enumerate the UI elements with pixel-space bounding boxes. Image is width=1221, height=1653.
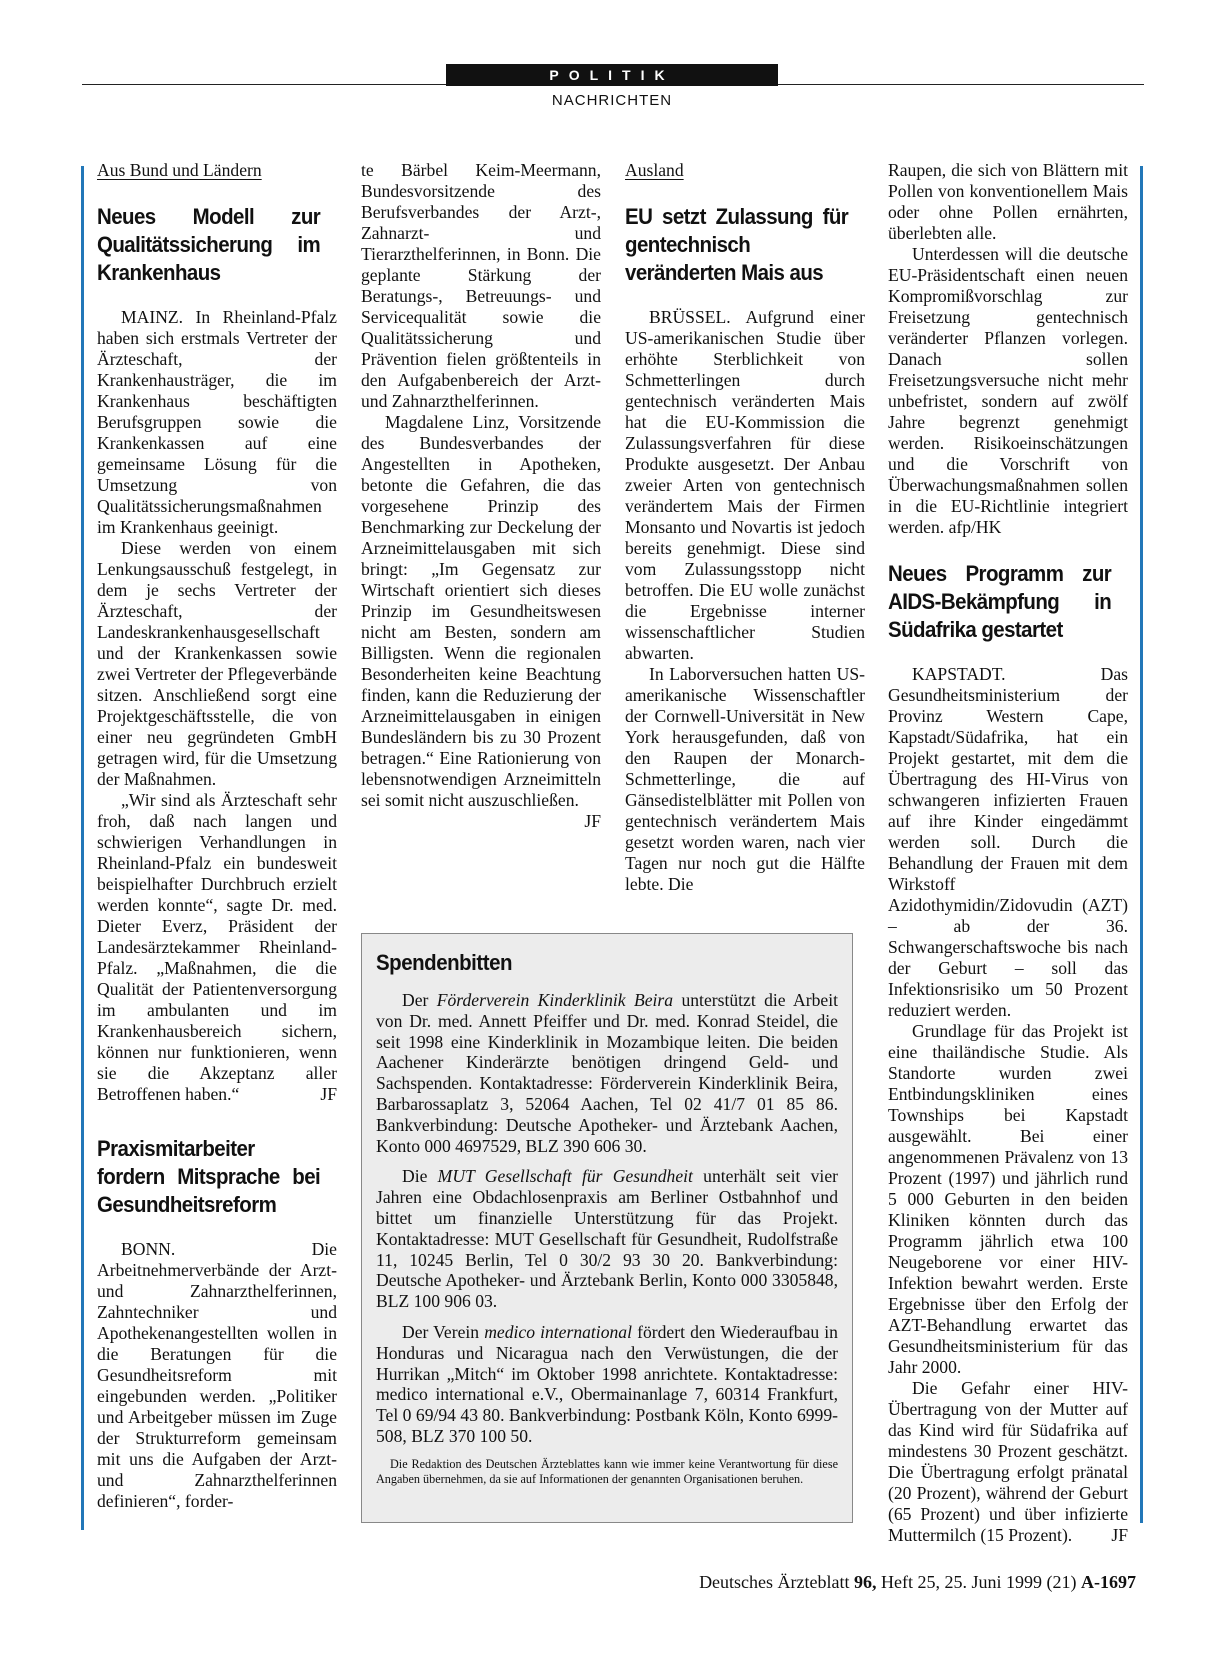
subsection-label: NACHRICHTEN (551, 92, 673, 109)
article-paragraph: KAPSTADT. Das Gesundheitsministerium der Provinz Western Cape, Kapstadt/Südafrika, hat ein Projekt gestartet, mit dem die Übertragung des HI-Virus von schwangeren infizierten Frauen auf ihre Kinder eingedämmt werden soll. Durch die Behandlung der Frauen mit dem Wirkstoff Azidothymidin/Zidovudin (AZT) – ab der 36. Schwangerschaftswoche bis nach der Geburt – soll das Infektionsrisiko um 50 Prozent reduziert werden. (888, 664, 1128, 1020)
footer-issue: Heft 25, 25. Juni 1999 (21) (876, 1572, 1081, 1592)
rubric-abroad: Ausland (625, 160, 684, 180)
signature: JF (584, 811, 601, 831)
article-paragraph: BONN. Die Arbeitnehmerverbände der Arzt- und Zahnarzthelferinnen, Zahntechniker und Apothekenangestellten wollen in die Beratungen für die Gesundheitsreform mit eingebunden werden. „Politiker und Arbeitgeber müssen im Zuge der Strukturreform gemeinsam mit uns die Aufgaben der Arzt- und Zahnarzthelferinnen definieren“, forder- (97, 1239, 337, 1511)
org-name: Förderverein Kinderklinik Beira (436, 990, 674, 1010)
footer-page-number: A-1697 (1081, 1572, 1136, 1592)
article-text: „Wir sind als Ärzteschaft sehr froh, daß nach langen und schwierigen Verhandlungen in Rheinland-Pfalz ein bundesweit beispielhafter Durchbruch erzielt werden konnte“, sagte Dr. med. Dieter Everz, Präsident der Landesärztekammer Rheinland-Pfalz. „Maßnahmen, die die Qualität der Patientenversorgung im ambulanten und im Krankenhausbereich sichern, können nur funktionieren, wenn sie die Akzeptanz aller Betroffenen haben.“ (97, 790, 337, 1104)
headline-practice-staff: Praxismitarbeiter fordern Mitsprache bei Gesundheitsreform (97, 1136, 321, 1217)
box-title: Spendenbitten (376, 950, 513, 975)
column-3 (625, 160, 865, 895)
column-4 (888, 160, 1128, 1546)
org-name: medico international (484, 1321, 632, 1342)
footer-volume: 96, (854, 1572, 877, 1592)
headline-quality: Neues Modell zur Qualitätssicherung im Krankenhaus (97, 204, 321, 285)
article-text: Die Gefahr einer HIV-Übertragung von der Mutter auf das Kind wird für Südafrika auf mindestens 30 Prozent geschätzt. Die Übertragung erfolgt pränatal (20 Prozent), während der Geburt (65 Prozent) und über infizierte Muttermilch (15 Prozent). (888, 1378, 1128, 1545)
article-paragraph: Diese werden von einem Lenkungsausschuß festgelegt, in dem je sechs Vertreter der Ärzteschaft, der Landeskrankenhausgesellschaft und der Krankenkassen sowie zwei Vertreter der Pflegeverbände sitzen. Anschließend sorgt eine Projektgeschäftsstelle, die von einer neu gegründeten GmbH getragen wird, für die Umsetzung der Maßnahmen. (97, 538, 337, 789)
box-disclaimer: Die Redaktion des Deutschen Ärzteblattes kann wie immer keine Verantwortung für diese Angaben übernehmen, da sie auf Informationen der genannten Organisationen beruhen. (376, 1456, 838, 1486)
article-paragraph: Unterdessen will die deutsche EU-Präsidentschaft einen neuen Kompromißvorschlag zur Freisetzung gentechnisch veränderter Pflanzen vorlegen. Danach sollen Freisetzungsversuche nicht mehr unbefristet, sondern auf zwölf Jahre begrenzt genehmigt werden. Risikoeinschätzungen und die Vorschrift von Überwachungsmaßnahmen sollen in die EU-Richtlinie integriert werden. afp/HK (888, 244, 1128, 537)
headline-eu-maize: EU setzt Zulassung für gentechnisch veränderten Mais aus (625, 204, 849, 285)
article-paragraph: Grundlage für das Projekt ist eine thailändische Studie. Als Standorte wurden zwei Entbindungskliniken eines Townships bei Kapstadt ausgewählt. Bei einer angenommenen Prävalenz von 13 Prozent (1997) und jährlich rund 5 000 Geburten in den beiden Kliniken könnten durch das Programm jährlich etwa 100 Neugeborene vor einer HIV-Infektion bewahrt werden. Erste Ergebnisse über den Erfolg der AZT-Behandlung erwartet das Gesundheitsministerium für das Jahr 2000. (888, 1021, 1128, 1377)
article-paragraph: Raupen, die sich von Blättern mit Pollen von konventionellem Mais oder ohne Pollen ernährten, überlebten alle. (888, 160, 1128, 243)
org-name: MUT Gesellschaft für Gesundheit (437, 1166, 693, 1187)
article-paragraph: In Laborversuchen hatten US-amerikanische Wissenschaftler der Cornwell-Universität in New York herausgefunden, daß von den Raupen der Monarch-Schmetterlinge, die auf Gänsedistelblätter mit Pollen von gentechnisch verändertem Mais gesetzt worden waren, nach vier Tagen nur noch gut die Hälfte lebte. Die (625, 664, 865, 894)
donations-box (361, 933, 853, 1523)
article-paragraph: MAINZ. In Rheinland-Pfalz haben sich erstmals Vertreter der Ärzteschaft, der Krankenhausträger, die im Krankenhaus beschäftigten Berufsgruppen sowie die Krankenkassen auf eine gemeinsame Lösung für die Umsetzung von Qualitätssicherungsmaßnahmen im Krankenhaus geeinigt. (97, 307, 337, 537)
headline-aids-program: Neues Programm zur AIDS-Bekämpfung in Südafrika gestartet (888, 561, 1112, 642)
article-paragraph: BRÜSSEL. Aufgrund einer US-amerikanischen Studie über erhöhte Sterblichkeit von Schmetterlingen durch gentechnisch veränderten Mais hat die EU-Kommission die Zulassungsverfahren für diese Produkte ausgesetzt. Der Anbau zweier Arten von gentechnisch verändertem Mais der Firmen Monsanto und Novartis ist jedoch bereits genehmigt. Diese sind vom Zulassungsstopp nicht betroffen. Die EU wolle zunächst die Ergebnisse interner wissenschaftlicher Studien abwarten. (625, 307, 865, 663)
page-footer (699, 1572, 1136, 1593)
article-paragraph (888, 1378, 1128, 1546)
article-text: Magdalene Linz, Vorsitzende des Bundesverbandes der Angestellten in Apotheken, betonte die Gefahren, die das vorgesehene Prinzip des Benchmarking zur Deckelung der Arzneimittelausgaben mit sich bringt: „Im Gegensatz zur Wirtschaft orientiert sich dieses Prinzip im Gesundheitswesen nicht am Besten, sondern am Billigsten. Wenn die regionalen Besonderheiten keine Beachtung finden, kann die Reduzierung der Arzneimittelausgaben in einigen Bundesländern bis zu 30 Prozent betragen.“ Eine Rationierung von lebensnotwendigen Arzneimitteln sei somit nicht auszuschließen. (361, 412, 601, 810)
signature: JF (1111, 1525, 1128, 1545)
left-accent-bar (81, 166, 84, 1530)
article-paragraph (97, 790, 337, 1105)
signature: JF (320, 1084, 337, 1104)
footer-journal: Deutsches Ärzteblatt (699, 1572, 855, 1592)
box-paragraph: Die MUT Gesellschaft für Gesundheit unterhält seit vier Jahren eine Obdachlosenpraxis am Berliner Ostbahnhof und bittet um finanzielle Unterstützung für das Projekt. Kontaktadresse: MUT Gesellschaft für Gesundheit, Rudolfstraße 11, 10245 Berlin, Tel 0 30/2 93 30 20. Bankverbindung: Deutsche Apotheker- und Ärztebank Berlin, Konto 000 3305848, BLZ 100 906 03. (376, 1166, 838, 1312)
box-paragraph: Der Förderverein Kinderklinik Beira unterstützt die Arbeit von Dr. med. Annett Pfeiffer und Dr. med. Konrad Steidel, die seit 1998 eine Kinderklinik in Mozambique leiten. Die beiden Aachener Kinderärzte benötigen dringend Geld- und Sachspenden. Kontaktadresse: Förderverein Kinderklinik Beira, Barbarossaplatz 3, 52064 Aachen, Tel 02 41/7 01 85 86. Bankverbindung: Deutsche Apotheker- und Ärztebank Aachen, Konto 000 4697529, BLZ 390 606 30. (376, 990, 838, 1156)
rubric-domestic: Aus Bund und Ländern (97, 160, 262, 180)
article-paragraph: te Bärbel Keim-Meermann, Bundesvorsitzende des Berufsverbandes der Arzt-, Zahnarzt- und Tierarzthelferinnen, in Bonn. Die geplante Stärkung der Beratungs-, Betreuungs- und Servicequalität sowie die Qualitätssicherung und Prävention fielen größtenteils in den Aufgabenbereich der Arzt- und Zahnarzthelferinnen. (361, 160, 601, 411)
article-paragraph (361, 412, 601, 831)
section-label: POLITIK (446, 64, 778, 86)
right-accent-bar (1140, 166, 1143, 1523)
column-2 (361, 160, 601, 832)
column-1 (97, 160, 337, 1512)
box-paragraph: Der Verein medico international fördert den Wiederaufbau in Honduras und Nicaragua nach den Verwüstungen, die der Hurrikan „Mitch“ im Oktober 1998 anrichtete. Kontaktadresse: medico international e.V., Obermainanlage 7, 60314 Frankfurt, Tel 0 69/94 43 80. Bankverbindung: Postbank Köln, Konto 6999-508, BLZ 370 100 50. (376, 1321, 838, 1446)
